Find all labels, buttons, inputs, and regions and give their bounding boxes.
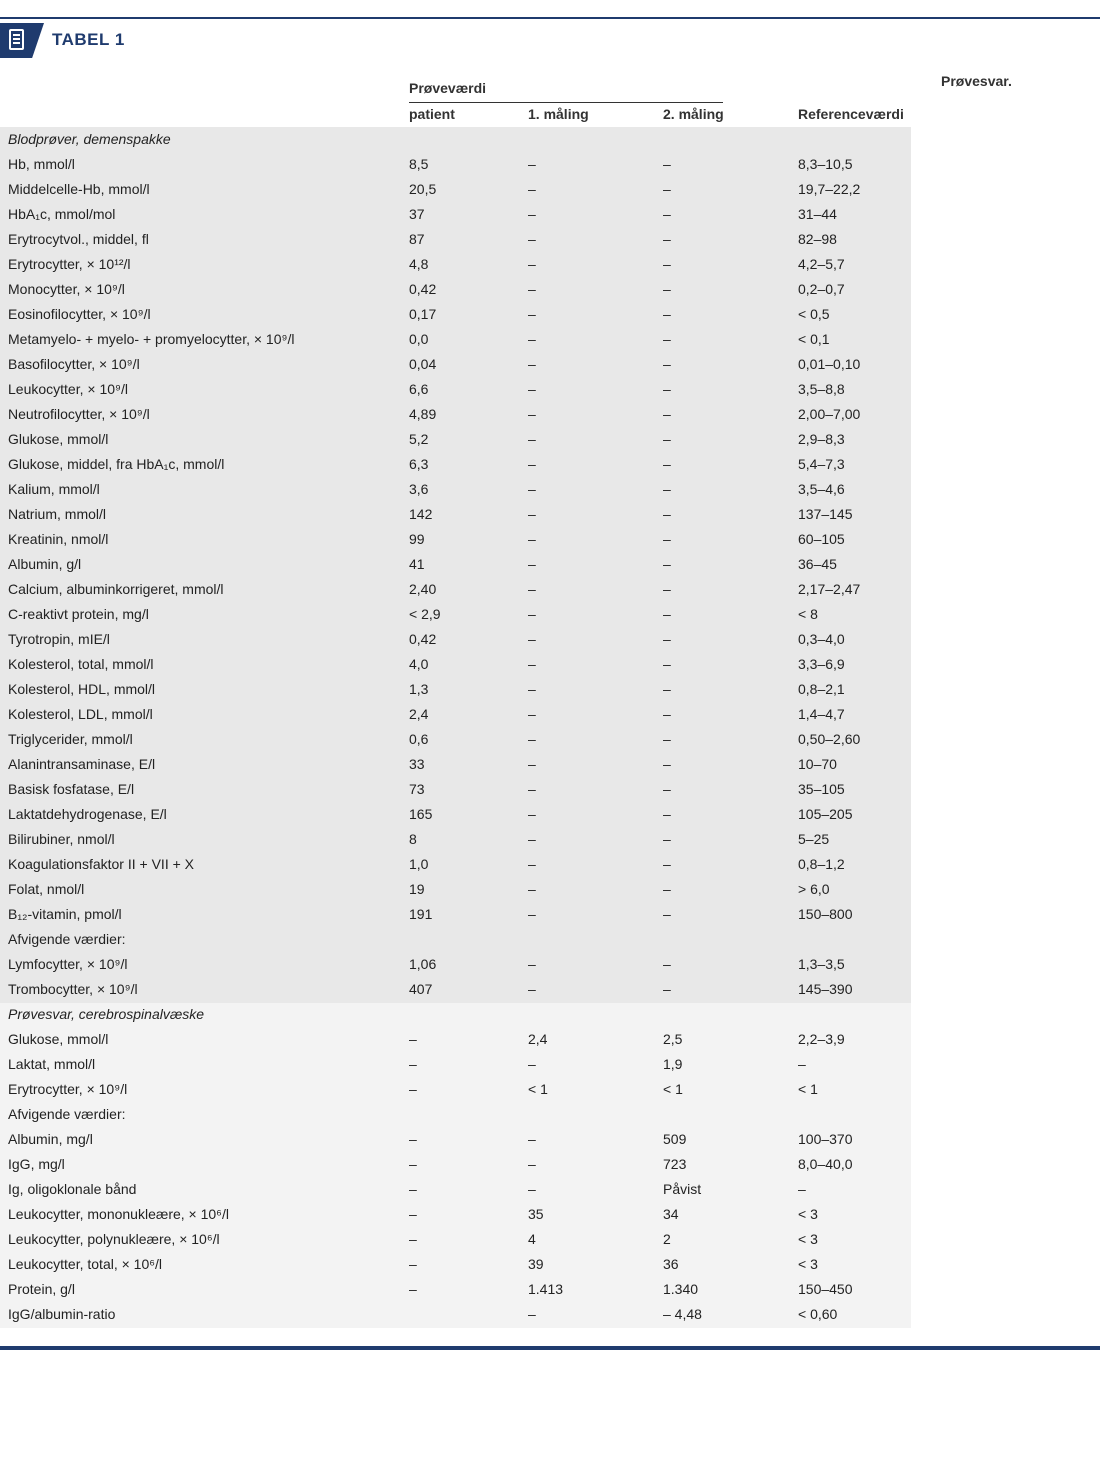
table-row [0,952,911,977]
patient-value: 165 [409,806,433,822]
reference-value: 0,8–1,2 [798,856,845,872]
row-label: IgG, mg/l [8,1156,65,1172]
measurement-1-value: – [528,631,536,647]
reference-value: 150–800 [798,906,853,922]
patient-value: – [409,1156,417,1172]
patient-value: 19 [409,881,425,897]
measurement-1-value: – [528,256,536,272]
measurement-2-value: – [663,881,671,897]
row-label: IgG/albumin-ratio [8,1306,116,1322]
table-row [0,302,911,327]
row-label: Monocytter, × 10⁹/l [8,281,125,297]
reference-value: 0,2–0,7 [798,281,845,297]
reference-value: 5–25 [798,831,830,847]
measurement-2-value: – [663,456,671,472]
patient-value: 5,2 [409,431,429,447]
reference-value: 0,01–0,10 [798,356,861,372]
row-label: Hb, mmol/l [8,156,75,172]
reference-value: 100–370 [798,1131,853,1147]
table-row [0,977,911,1002]
row-label: Neutrofilocytter, × 10⁹/l [8,406,150,422]
measurement-1-value: – [528,756,536,772]
table-row [0,152,911,177]
measurement-1-value: – [528,206,536,222]
measurement-1-value: < 1 [528,1081,548,1097]
patient-value: – [409,1206,417,1222]
table-row [0,452,911,477]
table-row [0,177,911,202]
measurement-1-value: – [528,956,536,972]
table-row [0,1052,911,1077]
patient-value: 142 [409,506,433,522]
measurement-2-value: – [663,531,671,547]
measurement-2-value: – [663,206,671,222]
measurement-2-value: – 4,48 [663,1306,702,1322]
reference-value: 5,4–7,3 [798,456,845,472]
measurement-1-value: – [528,156,536,172]
patient-value: 6,6 [409,381,429,397]
row-label: C-reaktivt protein, mg/l [8,606,149,622]
table-row [0,352,911,377]
row-label: Leukocytter, polynukleære, × 10⁶/l [8,1231,220,1247]
measurement-1-value: 4 [528,1231,536,1247]
row-label: Afvigende værdier: [8,1106,126,1122]
measurement-2-value: 509 [663,1131,687,1147]
measurement-1-value: – [528,1156,536,1172]
measurement-1-value: – [528,281,536,297]
measurement-2-value: – [663,781,671,797]
measurement-2-value: – [663,756,671,772]
patient-value: 33 [409,756,425,772]
reference-value: < 0,5 [798,306,830,322]
reference-value: 3,5–8,8 [798,381,845,397]
measurement-2-value: 723 [663,1156,687,1172]
table-row [0,1302,911,1327]
table-row [0,1227,911,1252]
table-row [0,1277,911,1302]
table-row [0,327,911,352]
measurement-2-value: 2 [663,1231,671,1247]
patient-value: 2,40 [409,581,437,597]
measurement-2-value: – [663,831,671,847]
measurement-2-value: – [663,306,671,322]
reference-value: 1,3–3,5 [798,956,845,972]
reference-value: 4,2–5,7 [798,256,845,272]
row-label: Kolesterol, LDL, mmol/l [8,706,153,722]
patient-value: 1,3 [409,681,429,697]
measurement-1-value: – [528,406,536,422]
table-row [0,777,911,802]
measurement-2-value: 1,9 [663,1056,683,1072]
measurement-2-value: – [663,606,671,622]
patient-value: 191 [409,906,433,922]
row-label: Trombocytter, × 10⁹/l [8,981,138,997]
table-row [0,202,911,227]
row-label: Glukose, middel, fra HbA₁c, mmol/l [8,456,225,472]
patient-value: 0,0 [409,331,429,347]
patient-value: 87 [409,231,425,247]
measurement-2-value: – [663,656,671,672]
measurement-1-value: – [528,456,536,472]
patient-value: 4,89 [409,406,437,422]
reference-value: < 0,60 [798,1306,838,1322]
measurement-1-value: 2,4 [528,1031,548,1047]
measurement-1-value: – [528,656,536,672]
reference-value: 145–390 [798,981,853,997]
table-row [0,502,911,527]
measurement-2-value: – [663,631,671,647]
patient-value: – [409,1281,417,1297]
table-row [0,277,911,302]
table-row [0,1027,911,1052]
table-row [0,1102,911,1127]
patient-value: 0,42 [409,631,437,647]
row-label: Leukocytter, mononukleære, × 10⁶/l [8,1206,229,1222]
table-row [0,727,911,752]
table-row [0,877,911,902]
reference-value: 137–145 [798,506,853,522]
measurement-1-value: – [528,1306,536,1322]
table-row [0,427,911,452]
measurement-1-value: – [528,1131,536,1147]
table-row [0,927,911,952]
measurement-2-value: – [663,356,671,372]
measurement-2-value: – [663,281,671,297]
measurement-1-value: – [528,1181,536,1197]
patient-value: 73 [409,781,425,797]
measurement-2-value: Påvist [663,1181,702,1197]
reference-value: < 3 [798,1206,818,1222]
table-row [0,627,911,652]
patient-value: – [409,1081,417,1097]
row-label: Laktatdehydrogenase, E/l [8,806,167,822]
row-label: Ig, oligoklonale bånd [8,1181,137,1197]
measurement-2-value: – [663,231,671,247]
row-label: Bilirubiner, nmol/l [8,831,115,847]
row-label: Lymfocytter, × 10⁹/l [8,956,128,972]
reference-value: > 6,0 [798,881,830,897]
table-row [0,752,911,777]
measurement-1-value: – [528,556,536,572]
measurement-1-value: – [528,881,536,897]
measurement-1-value: – [528,906,536,922]
reference-value: 2,2–3,9 [798,1031,845,1047]
measurement-2-value: – [663,981,671,997]
reference-value: 105–205 [798,806,853,822]
table-row [0,802,911,827]
measurement-2-value: – [663,681,671,697]
patient-value: 4,0 [409,656,429,672]
bottom-rule [0,1346,1100,1350]
patient-value: – [409,1231,417,1247]
measurement-2-value: – [663,856,671,872]
measurement-2-value: – [663,331,671,347]
reference-value: < 3 [798,1231,818,1247]
column-header-measurement-1: 1. måling [528,106,589,122]
table-row [0,702,911,727]
patient-value: 0,17 [409,306,437,322]
patient-value: 37 [409,206,425,222]
measurement-1-value: – [528,681,536,697]
reference-value: 150–450 [798,1281,853,1297]
reference-value: 0,50–2,60 [798,731,861,747]
measurement-2-value: – [663,381,671,397]
measurement-1-value: – [528,381,536,397]
measurement-1-value: – [528,231,536,247]
patient-value: – [409,1256,417,1272]
reference-value: < 1 [798,1081,818,1097]
column-group-header: Prøveværdi [409,80,487,96]
row-label: Protein, g/l [8,1281,75,1297]
measurement-2-value: – [663,731,671,747]
measurement-1-value: – [528,806,536,822]
reference-value: – [798,1181,806,1197]
table-row [0,1152,911,1177]
reference-value: 36–45 [798,556,837,572]
row-label: Tyrotropin, mIE/l [8,631,110,647]
reference-value: < 0,1 [798,331,830,347]
table-row [0,552,911,577]
row-label: Leukocytter, total, × 10⁶/l [8,1256,163,1272]
patient-value: 0,6 [409,731,429,747]
patient-value: 407 [409,981,433,997]
patient-value: – [409,1131,417,1147]
row-label: Calcium, albuminkorrigeret, mmol/l [8,581,224,597]
table-row [0,1202,911,1227]
measurement-2-value: – [663,406,671,422]
table-row [0,827,911,852]
measurement-1-value: – [528,606,536,622]
measurement-1-value: – [528,531,536,547]
patient-value: – [409,1031,417,1047]
table-row [0,252,911,277]
measurement-2-value: 1.340 [663,1281,699,1297]
measurement-1-value: – [528,831,536,847]
table-row [0,127,911,152]
row-label: Folat, nmol/l [8,881,85,897]
measurement-2-value: – [663,706,671,722]
row-label: Basisk fosfatase, E/l [8,781,135,797]
measurement-1-value: – [528,506,536,522]
row-label: Natrium, mmol/l [8,506,107,522]
measurement-2-value: – [663,256,671,272]
patient-value: 4,8 [409,256,429,272]
measurement-2-value: 36 [663,1256,679,1272]
patient-value: – [409,1056,417,1072]
measurement-2-value: < 1 [663,1081,683,1097]
row-label: Alanintransaminase, E/l [8,756,156,772]
measurement-1-value: 1.413 [528,1281,564,1297]
row-label: Koagulationsfaktor II + VII + X [8,856,194,872]
reference-value: 19,7–22,2 [798,181,861,197]
reference-value: 60–105 [798,531,845,547]
measurement-2-value: – [663,156,671,172]
patient-value: 8,5 [409,156,429,172]
patient-value: 2,4 [409,706,429,722]
reference-value: 35–105 [798,781,845,797]
measurement-2-value: – [663,431,671,447]
row-label: Kolesterol, HDL, mmol/l [8,681,156,697]
patient-value: – [409,1181,417,1197]
reference-value: 10–70 [798,756,837,772]
table-row [0,1077,911,1102]
patient-value: 0,42 [409,281,437,297]
row-label: Erytrocytter, × 10¹²/l [8,256,131,272]
row-label: Afvigende værdier: [8,931,126,947]
measurement-1-value: – [528,731,536,747]
row-label: Albumin, mg/l [8,1131,93,1147]
measurement-2-value: – [663,906,671,922]
reference-value: < 8 [798,606,818,622]
reference-value: 0,8–2,1 [798,681,845,697]
patient-value: 20,5 [409,181,437,197]
reference-value: – [798,1056,806,1072]
table-row [0,527,911,552]
patient-value: 1,0 [409,856,429,872]
row-label: Kolesterol, total, mmol/l [8,656,154,672]
table-row [0,652,911,677]
column-group-rule [409,102,723,103]
row-label: Albumin, g/l [8,556,82,572]
table-tag [0,23,44,58]
table-row [0,602,911,627]
measurement-1-value: 39 [528,1256,544,1272]
measurement-1-value: 35 [528,1206,544,1222]
column-header-reference: Referenceværdi [798,106,904,122]
reference-value: 2,9–8,3 [798,431,845,447]
column-header-patient: patient [409,106,455,122]
row-label: B₁₂-vitamin, pmol/l [8,906,122,922]
measurement-2-value: – [663,956,671,972]
reference-value: 8,3–10,5 [798,156,853,172]
measurement-1-value: – [528,331,536,347]
document-icon [9,29,24,50]
measurement-2-value: 2,5 [663,1031,683,1047]
measurement-1-value: – [528,706,536,722]
table-row [0,577,911,602]
table-row [0,1002,911,1027]
row-label: Prøvesvar, cerebrospinalvæske [8,1006,205,1022]
measurement-1-value: – [528,181,536,197]
table-caption: Prøvesvar. [941,73,1012,89]
measurement-2-value: 34 [663,1206,679,1222]
patient-value: 1,06 [409,956,437,972]
row-label: Laktat, mmol/l [8,1056,96,1072]
row-label: Metamyelo- + myelo- + promyelocytter, × 10⁹/l [8,331,295,347]
table-row [0,1177,911,1202]
measurement-1-value: – [528,781,536,797]
reference-value: 3,5–4,6 [798,481,845,497]
table-row [0,852,911,877]
table-row [0,227,911,252]
measurement-2-value: – [663,806,671,822]
row-label: Erytrocytter, × 10⁹/l [8,1081,128,1097]
measurement-2-value: – [663,506,671,522]
table-row [0,677,911,702]
reference-value: 1,4–4,7 [798,706,845,722]
measurement-1-value: – [528,431,536,447]
reference-value: 31–44 [798,206,837,222]
measurement-1-value: – [528,581,536,597]
reference-value: 2,00–7,00 [798,406,861,422]
reference-value: 0,3–4,0 [798,631,845,647]
table-row [0,402,911,427]
measurement-1-value: – [528,1056,536,1072]
measurement-1-value: – [528,356,536,372]
patient-value: 41 [409,556,425,572]
row-label: Basofilocytter, × 10⁹/l [8,356,140,372]
measurement-1-value: – [528,481,536,497]
row-label: Leukocytter, × 10⁹/l [8,381,129,397]
table-row [0,377,911,402]
table-row [0,477,911,502]
patient-value: 3,6 [409,481,429,497]
top-rule [0,17,1100,19]
measurement-2-value: – [663,556,671,572]
reference-value: 8,0–40,0 [798,1156,853,1172]
patient-value: 99 [409,531,425,547]
measurement-1-value: – [528,981,536,997]
row-label: Triglycerider, mmol/l [8,731,133,747]
table-row [0,1252,911,1277]
reference-value: 2,17–2,47 [798,581,861,597]
measurement-1-value: – [528,856,536,872]
column-header-measurement-2: 2. måling [663,106,724,122]
row-label: Blodprøver, demenspakke [8,131,171,147]
table-label: TABEL 1 [52,30,125,49]
row-label: Glukose, mmol/l [8,431,109,447]
row-label: Middelcelle-Hb, mmol/l [8,181,150,197]
row-label: Kreatinin, nmol/l [8,531,109,547]
patient-value: < 2,9 [409,606,441,622]
measurement-2-value: – [663,481,671,497]
reference-value: 82–98 [798,231,837,247]
row-label: Erytrocytvol., middel, fl [8,231,149,247]
patient-value: 0,04 [409,356,437,372]
measurement-2-value: – [663,181,671,197]
patient-value: 6,3 [409,456,429,472]
measurement-1-value: – [528,306,536,322]
reference-value: < 3 [798,1256,818,1272]
measurement-2-value: – [663,581,671,597]
row-label: HbA₁c, mmol/mol [8,206,116,222]
patient-value: 8 [409,831,417,847]
table-row [0,902,911,927]
reference-value: 3,3–6,9 [798,656,845,672]
row-label: Glukose, mmol/l [8,1031,109,1047]
table-row [0,1127,911,1152]
row-label: Kalium, mmol/l [8,481,100,497]
row-label: Eosinofilocytter, × 10⁹/l [8,306,151,322]
